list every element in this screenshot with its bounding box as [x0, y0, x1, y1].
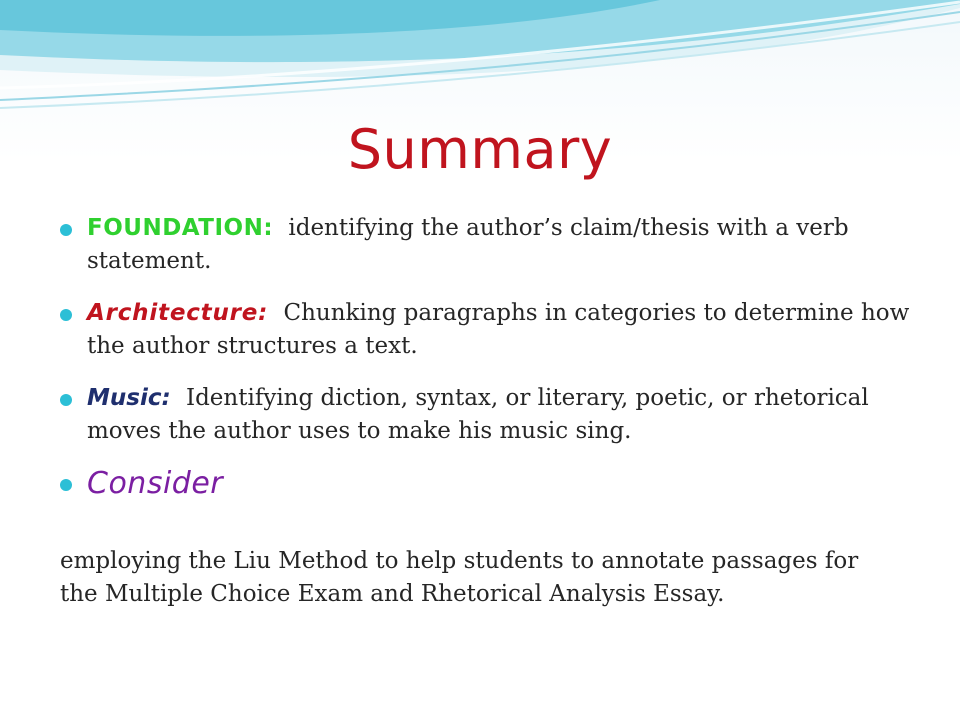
- bullet-dot-icon: [60, 224, 72, 236]
- bullet-dot-icon: [60, 479, 72, 491]
- bullet-consider: [60, 467, 910, 503]
- slide-title: Summary: [347, 118, 613, 181]
- keyword-architecture: Architecture:: [87, 300, 269, 326]
- keyword-consider: Consider: [87, 466, 224, 501]
- bullet-music: [60, 382, 910, 448]
- bullet-text: Chunking paragraphs in categories to determine how the author structures a text.: [87, 300, 910, 359]
- bullet-dot-icon: [60, 309, 72, 321]
- keyword-music: Music:: [87, 385, 171, 411]
- bullet-architecture: [60, 297, 910, 363]
- bullet-text: Identifying diction, syntax, or literary, poetic, or rhetorical moves the author uses to make his music sing.: [87, 385, 869, 444]
- bullet-dot-icon: [60, 394, 72, 406]
- consider-paragraph: employing the Liu Method to help students to annotate passages for the Multiple Choice Exam and Rhetorical Analysis Essay.: [60, 548, 859, 607]
- wave-decoration: [0, 0, 960, 120]
- keyword-foundation: FOUNDATION:: [87, 215, 274, 241]
- bullet-list: [60, 212, 910, 509]
- bullet-text: identifying the author’s claim/thesis with a verb statement.: [87, 215, 849, 274]
- bullet-foundation: [60, 212, 910, 278]
